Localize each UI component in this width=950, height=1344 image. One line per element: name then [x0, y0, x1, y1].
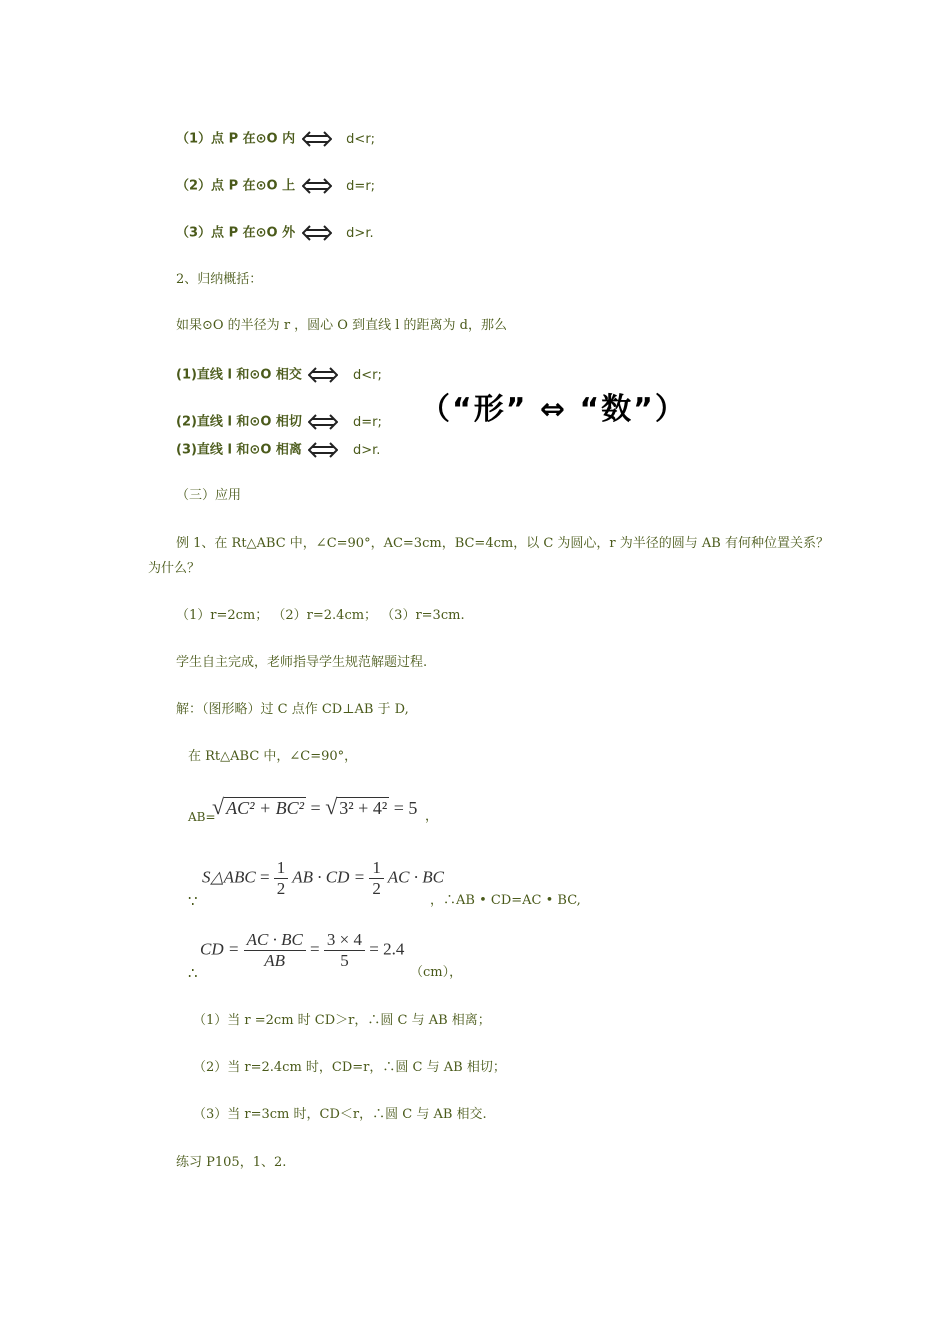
shape-number-equivalence: （“形” ⇔ “数”） — [420, 392, 687, 427]
double-arrow-icon — [308, 413, 338, 431]
area-equation: S△ABC = $\frac{1}{2}$ AB · CD = $\frac{1}{2}$ AC · BC — [202, 858, 444, 898]
cd-numerator-1: AC · BC — [244, 930, 306, 951]
summary-heading: 2、归纳概括： — [176, 272, 263, 287]
point-inside-label: （1）点 P 在⊙O 内 — [176, 131, 296, 147]
area-rhs: AC · BC — [387, 867, 444, 887]
line-separate-condition: d>r. — [352, 442, 381, 458]
because-symbol: ∵ — [188, 892, 198, 910]
line-separate-label: (3)直线 l 和⊙O 相离 — [176, 442, 302, 458]
result-1: （1）当 r =2cm 时 CD＞r，∴圆 C 与 AB 相离； — [193, 1013, 491, 1028]
line-separate-row — [176, 441, 380, 459]
double-arrow-icon — [308, 441, 338, 459]
area-suffix: ，∴AB • CD=AC • BC, — [430, 893, 581, 908]
double-arrow-icon — [308, 366, 338, 384]
practice-text: 练习 P105，1、2. — [176, 1155, 287, 1170]
point-on-row — [176, 177, 375, 195]
line-intersect-label: (1)直线 l 和⊙O 相交 — [176, 367, 302, 383]
point-outside-row — [176, 224, 374, 242]
therefore-symbol: ∴ — [188, 964, 198, 982]
ab-prefix: AB= — [188, 810, 216, 824]
cd-lhs: CD = — [200, 939, 240, 959]
guidance-text: 学生自主完成，老师指导学生规范解题过程. — [176, 655, 428, 670]
result-3: （3）当 r=3cm 时，CD＜r，∴圆 C 与 AB 相交. — [193, 1107, 487, 1122]
area-lhs: S△ABC — [202, 867, 256, 887]
point-inside-row — [176, 130, 375, 148]
ab-equation: √ AC² + BC² = √ 3² + 4² = 5 — [212, 794, 418, 819]
cd-result: = 2.4 — [369, 939, 405, 959]
ab-radicand-1: AC² + BC² — [226, 798, 305, 818]
solution-rt: 在 Rt△ABC 中，∠C=90°， — [188, 749, 358, 764]
ab-radicand-2: 3² + 4² — [339, 798, 388, 818]
line-tangent-label: (2)直线 l 和⊙O 相切 — [176, 414, 302, 430]
cd-denominator-1: AB — [264, 951, 286, 970]
line-intersect-row — [176, 366, 382, 384]
example-cases: （1）r=2cm； （2）r=2.4cm； （3）r=3cm. — [176, 608, 465, 623]
line-intersect-condition: d<r; — [352, 367, 382, 383]
example-text-1: 例 1、在 Rt△ABC 中，∠C=90°，AC=3cm，BC=4cm，以 C 为圆心，r 为半径的圆与 AB 有何种位置关系？ — [176, 536, 829, 551]
point-outside-label: （3）点 P 在⊙O 外 — [176, 225, 296, 241]
ab-suffix: ， — [425, 809, 439, 824]
cd-denominator-2: 5 — [340, 951, 349, 970]
cd-numerator-2: 3 × 4 — [324, 930, 365, 951]
summary-intro: 如果⊙O 的半径为 r ，圆心 O 到直线 l 的距离为 d，那么 — [176, 318, 507, 333]
line-tangent-row — [176, 413, 382, 431]
line-tangent-condition: d=r; — [352, 414, 382, 430]
result-2: （2）当 r=2.4cm 时，CD=r，∴圆 C 与 AB 相切； — [193, 1060, 506, 1075]
solution-intro: 解：（图形略）过 C 点作 CD⊥AB 于 D, — [176, 702, 409, 717]
point-outside-condition: d>r. — [346, 225, 374, 241]
point-on-label: （2）点 P 在⊙O 上 — [176, 178, 296, 194]
cd-equation: CD = $\frac{AC \cdot BC}{AB}$ = $\frac{3 \times 4}{5}$ = 2.4 — [200, 930, 405, 970]
point-inside-condition: d<r; — [346, 131, 376, 147]
cd-unit: （cm）， — [410, 965, 463, 980]
point-on-condition: d=r; — [346, 178, 376, 194]
double-arrow-icon — [302, 130, 332, 148]
double-arrow-icon — [302, 177, 332, 195]
double-arrow-icon — [302, 224, 332, 242]
ab-result: = 5 — [393, 798, 418, 818]
area-mid: AB · CD = — [292, 867, 366, 887]
application-heading: （三）应用 — [176, 488, 242, 503]
example-text-2: 为什么？ — [148, 561, 201, 576]
